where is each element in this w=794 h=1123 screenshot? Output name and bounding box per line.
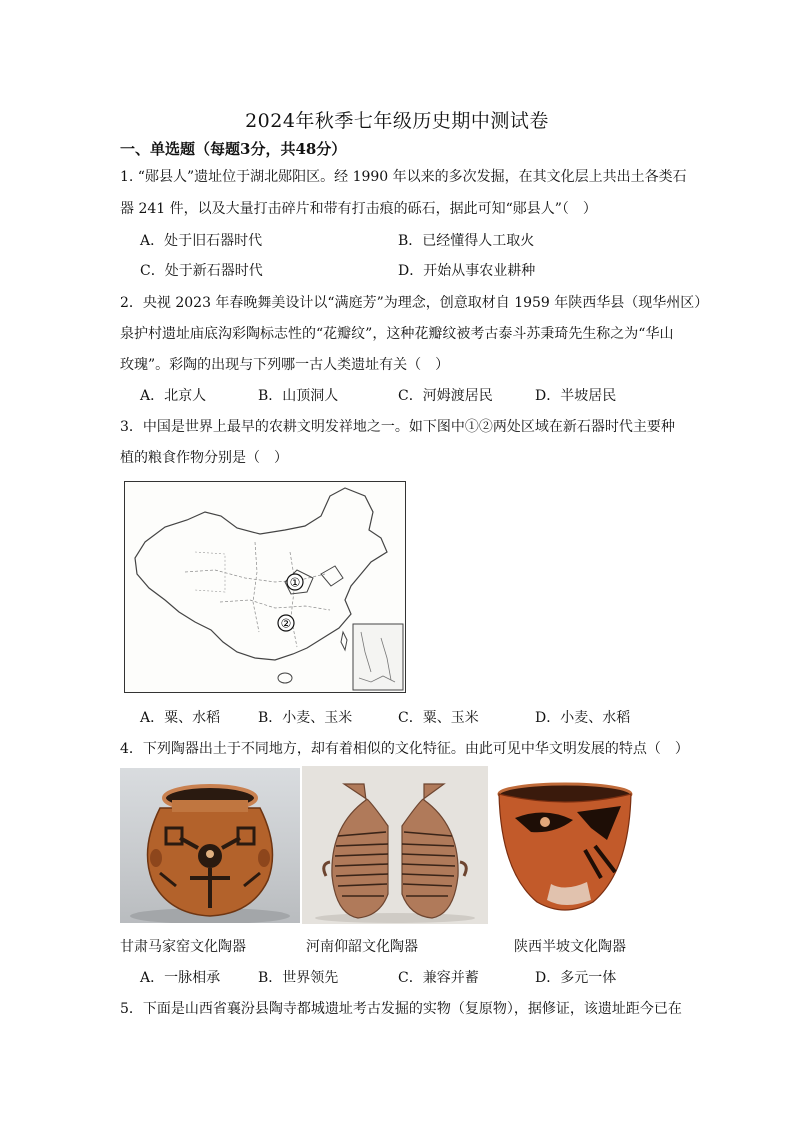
q2-option-a[interactable]: A．北京人 (140, 388, 207, 404)
caption-yangshao: 河南仰韶文化陶器 (306, 939, 418, 955)
q2-option-c[interactable]: C．河姆渡居民 (398, 388, 493, 404)
q1-option-a[interactable]: A．处于旧石器时代 (140, 233, 263, 249)
map-label-2: ② (280, 616, 292, 631)
caption-majiayao: 甘肃马家窑文化陶器 (120, 939, 246, 955)
china-map-outline (125, 482, 405, 692)
q3-line-1: 3．中国是世界上最早的农耕文明发祥地之一。如下图中①②两处区域在新石器时代主要种 (120, 419, 675, 435)
caption-banpo: 陕西半坡文化陶器 (514, 939, 626, 955)
q4-option-d[interactable]: D．多元一体 (535, 970, 617, 986)
q3-option-a[interactable]: A．粟、水稻 (140, 710, 221, 726)
yangshao-twin-vase-image (302, 766, 488, 924)
q2-option-d[interactable]: D．半坡居民 (535, 388, 617, 404)
page-title: 2024年秋季七年级历史期中测试卷 (245, 110, 549, 132)
china-map-image (124, 481, 406, 693)
banpo-bowl-image (495, 776, 635, 921)
q5-line-1: 5．下面是山西省襄汾县陶寺都城遗址考古发掘的实物（复原物），据修证，该遗址距今已在 (120, 1001, 682, 1017)
q1-option-c[interactable]: C．处于新石器时代 (140, 263, 263, 279)
q3-line-2: 植的粮食作物分别是（ ） (120, 450, 288, 466)
q2-line-2: 泉护村遗址庙底沟彩陶标志性的“花瓣纹”，这种花瓣纹被考古泰斗苏秉琦先生称之为“华山 (120, 326, 674, 342)
q1-line-1: 1. “郧县人”遗址位于湖北郧阳区。经 1990 年以来的多次发掘，在其文化层上共出土各类石 (120, 169, 687, 185)
q2-line-1: 2．央视 2023 年春晚舞美设计以“满庭芳”为理念，创意取材自 1959 年陕西华县（现华州区） (120, 295, 709, 311)
q3-option-b[interactable]: B．小麦、玉米 (258, 710, 353, 726)
q4-option-c[interactable]: C．兼容并蓄 (398, 970, 479, 986)
section-heading: 一、单选题（每题3分，共48分） (120, 140, 347, 158)
q1-line-2: 器 241 件，以及大量打击碎片和带有打击痕的砾石，据此可知“郧县人”（ ） (120, 201, 597, 217)
q3-option-d[interactable]: D．小麦、水稻 (535, 710, 631, 726)
majiayao-pottery-image (120, 768, 300, 923)
q1-option-b[interactable]: B．已经懂得人工取火 (398, 233, 535, 249)
q4-line-1: 4．下列陶器出土于不同地方，却有着相似的文化特征。由此可见中华文明发展的特点（ ） (120, 741, 689, 757)
q3-option-c[interactable]: C．粟、玉米 (398, 710, 479, 726)
q1-option-d[interactable]: D．开始从事农业耕种 (398, 263, 536, 279)
q4-option-b[interactable]: B．世界领先 (258, 970, 339, 986)
q2-line-3: 玫瑰”。彩陶的出现与下列哪一古人类遗址有关（ ） (120, 357, 450, 373)
map-label-1: ① (289, 575, 301, 590)
q4-option-a[interactable]: A．一脉相承 (140, 970, 221, 986)
q2-option-b[interactable]: B．山顶洞人 (258, 388, 339, 404)
